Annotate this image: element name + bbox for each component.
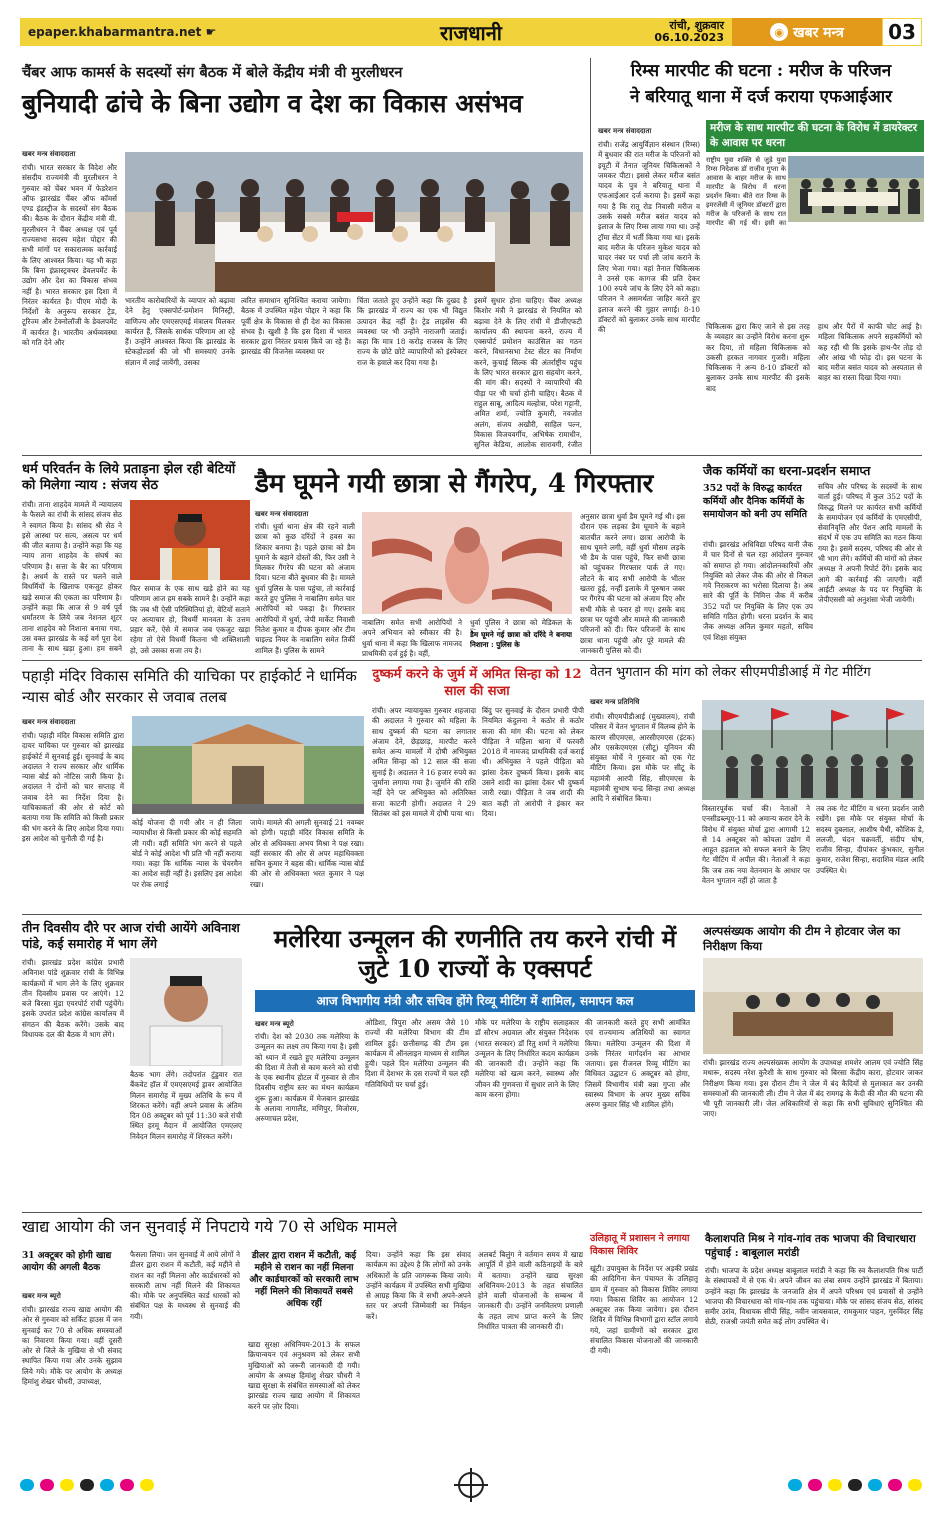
- a4-body-col2: नाबालिग समेत सभी आरोपियों ने अपने अभियान को स्वीकार की है। धुर्वा थाना में कहा कि खिलाफ नामजद प्राथमिकी दर्ज हुई है। वहीं,: [362, 618, 462, 658]
- a8-gate-meeting-photo: [702, 700, 924, 800]
- row-divider-2: [22, 660, 922, 661]
- brand-mark-icon: ◉: [770, 23, 788, 41]
- color-swatch-left: [20, 1479, 154, 1491]
- a1-body-col5: इसमें सुधार होना चाहिए। चैंबर अध्यक्ष किशोर मंत्री ने झारखंड से नियमित को बढ़ावा देने के लिए रांची में डीजीएफटी कार्यालय की स्थापना करने, राज्य में एक्सपोर्ट प्रमोशन काउंसिल का गठन करने, विधानसभा टेस्ट सेंटर का निर्माण करने, कुचाई सिल्क की अंतर्राष्ट्रीय पहुंच के लिए भारत सरकार द्वारा सहयोग करने, की मांग की। सदस्यों ने व्यापारियों की पीड़ा पर भी चर्चा होनी चाहिए। बैठक में राहुल साबू, आदित्य मल्होत्रा, परेश गट्टानी, अमित शर्मा, ज्योति कुमारी, नवजोत अलंग, संजय अखौरी, साहिल पल्न, विकास विजयवर्गीय, अभिषेक रामाधीन, सुनिल केडिया, आलोक सारावगी, रंजीत: [474, 296, 582, 450]
- print-registration-strip: [20, 1470, 922, 1500]
- a1-headline: बुनियादी ढांचे के बिना उद्योग व देश का विकास असंभव: [22, 89, 523, 118]
- row-divider-4: [22, 1212, 922, 1213]
- a14-body: रांची। भाजपा के प्रदेश अध्यक्ष बाबूलाल मरांडी ने कहा कि स्व कैलाशपति मिश्र पार्टी के संस्थापकों में से एक थे। अपने जीवन का लंबा समय उन्होंने झारखंड में बिताया। उन्होंने कहा कि झारखंड के जनजाति क्षेत्र में अपने परिश्रम एवं प्रयासों से उन्होंने भाजपा की विचारधारा को गांव-गांव तक पहुंचाया। मौके पर सांसद संजय सेठ, सांसद समीर उरांव, विधायक सीपी सिंह, नवीन जायसवाल, रामकुमार पाहन, गुरुविंदर सिंह सेठी, राजश्री जयंती समेत कई लोग उपस्थित थे।: [705, 1266, 923, 1327]
- a13-body: खूंटी। उपायुक्त के निर्देश पर अड़की प्रखंड की आदिगिना केन पंचायत के उलिहातू ग्राम में गुरुवार को विकास शिविर लगाया गया। विकास शिविर का आयोजन 12 अक्टूबर तक किया जायेगा। इस दौरान शिविर में विभिन्न विभागों द्वारा स्टॉल लगाये गये, जहां ग्रामीणों को सरकार द्वारा संचालित विकास योजनाओं की जानकारी दी गयी।: [590, 1264, 698, 1356]
- a2-kicker: रिम्स मारपीट की घटना : मरीज के परिजन: [630, 61, 892, 81]
- a8-body-col2: विस्तारपूर्वक चर्चा की। नेताओं ने एनसीडब्ल्यूए-11 को अमान्य करार देने के विरोध में संयुक्त मोर्चा द्वारा आगामी 12 से 14 अक्टूबर को कोयला उद्योग में आहूत हड़ताल को सफल बनाने के लिए गेट मीटिंग में अपील की। नेताओं ने कहा कि जब तक नया वेतनमान के आधार पर वेतन भुगतान नहीं हो जाता है: [702, 804, 810, 886]
- a6-headline: पहाड़ी मंदिर विकास समिति की याचिका पर हाईकोर्ट ने धार्मिक न्यास बोर्ड और सरकार से जवाब तलब: [22, 667, 357, 706]
- a1-body-col4: चिंता जताते हुए उन्होंने कहा कि दुखद है कि झारखंड में राज्य का एक भी विद्युत उत्पादन केंद्र नहीं है। ट्रेड लाइसेंस की व्यवस्था पर भी उन्होंने नाराजगी जताई। कहा कि मात्र 18 करोड़ राजस्व के लिए राज्य के छोटे छोटे व्यापारियों को इंस्पेक्टर राज के हवाले कर दिया गया है।: [357, 296, 467, 367]
- a4-body-col1: रांची। धुर्वा थाना क्षेत्र की रहने वाली छात्रा को कुछ दरिंदों ने हवस का शिकार बनाया है। पहले छात्रा को डैम घुमाने के बहाने दोस्तों की, फिर उसी ने मिलकर गैंगरेप की घटना को अंजाम दिया। घटना बीते बुधवार की है। मामले धुर्वा पुलिस के पास पहुंचा, तो कार्रवाई करते हुए पुलिस ने नाबालिग समेत चार आरोपियों को पकड़ा है। गिरफ्तार आरोपियों में धुर्वा, जेपी मार्केट निवासी नितेश कुमार व दीपक कुमार और टीम चाइल्ड नियर के नाबालिग समेत तिर्की शामिल हैं। पुलिस के सामने: [255, 522, 355, 655]
- a10-body-col2: ओडिशा, त्रिपुरा और असम जैसे 10 राज्यों की मलेरिया विभाग की टीम शामिल हुई। छत्तीसगढ़ की टीम इस कार्यक्रम में ऑनलाइन माध्यम से शामिल हुयी। पहले दिन मलेरिया उन्मूलन की दिशा में देशभर के दस राज्यों में चल रही गतिविधियों पर चर्चा हुई।: [365, 1018, 469, 1089]
- a2-protest-photo: [788, 156, 924, 222]
- a10-headline: मलेरिया उन्मूलन की रणनीति तय करने रांची में जुटे 10 राज्यों के एक्सपर्ट: [273, 924, 677, 983]
- a5-headline: जैक कर्मियों का धरना-प्रदर्शन समाप्त: [703, 463, 871, 478]
- a1-body-col3: त्वरित समाधान सुनिश्चित कराया जायेगा। बैठक में उपस्थित महेश पोद्दार ने कहा कि पूर्वी क्षेत्र के विकास से ही देश का विकास संभव है। खुशी है कि इस दिशा में भारत सरकार द्वारा निरंतर प्रयास किये जा रहे हैं। झारखंड की विजनेस व्यवस्था पर: [241, 296, 351, 357]
- a4-byline: खबर मन्त्र संवाददाता: [255, 510, 309, 518]
- a9-portrait-photo: [130, 958, 242, 1066]
- a3-portrait-photo: [130, 500, 250, 580]
- section-title: राजधानी: [440, 20, 502, 45]
- row-divider-3: [22, 914, 922, 915]
- a10-body-col3: मौके पर मलेरिया के राष्ट्रीय सलाहकार डॉ सौरभ अग्रवाल और संयुक्त निदेशक (भारत सरकार) डॉ रितु शर्मा ने मलेरिया उन्मूलन के लिए निर्धारित कदम कार्यक्रम की जानकारी दी। उन्होंने कहा कि मलेरिया को खत्म करने, स्वास्थ्य और जीवन की गुणवत्ता में सुधार लाने के लिए काम करना होगा।: [475, 1018, 579, 1100]
- site-url[interactable]: epaper.khabarmantra.net ☛: [28, 25, 217, 39]
- a5-subhead: 352 पदों के विरुद्ध कार्यरत कर्मियों और दैनिक कर्मियों के समायोजन को बनी उप समिति: [703, 483, 808, 520]
- a6-body-col2: कोई योजना दी गयी और न ही जिला न्यायाधीश से किसी प्रकार की कोई सहमति ली गयी। वहीं समिति भंग करने से पहले बोर्ड ने कोई आदेश भी प्रति भी नहीं कराया गया। कहा कि धार्मिक न्यास के चेयरमैन का आदेश सही नहीं है। इसलिए इस आदेश पर रोक लगाई: [132, 818, 242, 889]
- a12-body-col4: दिया। उन्होंने कहा कि इस संवाद कार्यक्रम का उद्देश्य है कि लोगों को उनके अधिकारों के प्रति जागरूक किया जाये। उन्होंने कार्यक्रम में उपस्थित सभी मुखिया से आग्रह किया कि वे सभी अपने-अपने स्तर पर अपनी जिम्मेवारी का निर्वहन करें।: [366, 1250, 471, 1321]
- color-swatch-right: [788, 1479, 922, 1491]
- a6-body-col3: जाये। मामले की अगली सुनवाई 21 नवम्बर को होगी। पहाड़ी मंदिर विकास समिति के ओर से अधिवक्ता अभय मिश्रा ने पक्ष रखा। वहीं सरकार की ओर से अपर महाधिवक्ता सचिन कुमार ने बहस की। धार्मिक न्यास बोर्ड की ओर से अधिवक्ता भरत कुमार ने पक्ष रखा।: [250, 818, 364, 889]
- a12-subhead: 31 अक्टूबर को होगी खाद्य आयोग की अगली बैठक: [22, 1251, 112, 1273]
- a4-headline: डैम घूमने गयी छात्रा से गैंगरेप, 4 गिरफ्तार: [255, 469, 654, 499]
- a10-subhead-bar: आज विभागीय मंत्री और सचिव होंगे रिव्यू मीटिंग में शामिल, समापन कल: [255, 990, 695, 1012]
- a12-byline: खबर मन्त्र ब्यूरो: [22, 1292, 61, 1300]
- a1-kicker: चैंबर आफ कामर्स के सदस्यों संग बैठक में बोले केंद्रीय मंत्री वी मुरलीधरन: [22, 65, 403, 81]
- a9-body-col1: रांची। झारखंड प्रदेश कांग्रेस प्रभारी अविनाश पांडे शुक्रवार रांची के विभिन्न कार्यक्रमों में भाग लेने के लिए शुक्रवार तीन दिवसीय प्रवास पर आएंगे। 12 बजे बिरसा मुंडा एयरपोर्ट रांची पहुंचेंगे। इसके उपरांत प्रदेश कांग्रेस कार्यालय में संगठन की बैठक करेंगे। उसके बाद विधायक दल की बैठक में भाग लेंगे।: [22, 958, 124, 1040]
- a10-body-col4: की जानकारी करते हुए सभी आमंत्रित एवं राज्यमान्य अतिथियों का स्वागत किया। मलेरिया उन्मूलन की दिशा में उनके निरंतर मार्गदर्शन का आभार जताया। इस रीजनल रिव्यू मीटिंग का विधिवत उद्घाटन 6 अक्टूबर को होगा, जिसमें विभागीय मंत्री बन्ना गुप्ता और स्वास्थ्य विभाग के अपर मुख्य सचिव अरुण कुमार सिंह भी शामिल होंगे।: [585, 1018, 690, 1110]
- a1-byline: खबर मन्त्र संवाददाता: [22, 150, 76, 158]
- a9-body-col2: बैठक भाग लेंगे। तदोपरांत टुंडुवार रात बैंकवेट हॉल में एमएसएमई ड्रावर आयोजित मिलन समारोह में मुख्य अतिथि के रूप में शिरकत करेंगे। वहीं अपने प्रवास के अंतिम दिन 08 अक्टूबर को पूर्व 11:30 बजे रांची स्थित हरमू मैदान में आयोजित एमएलए निवेदन मिलन समारोह में शिरकत करेंगे।: [130, 1070, 242, 1141]
- page-number: 03: [883, 19, 921, 45]
- a8-body-col3: तब तक गेट मीटिंग व धरना प्रदर्शन जारी रखेंगे। इस मौके पर संयुक्त मोर्चा के सदस्य दुबलाल, आशीष चैथी, कौशिक डे, ललजी, चंदन चक्रवर्ती, संदीप घोष, राजीव सिन्हा, दीपांकर कुंभकार, सुनील कुमार, राजेश सिन्हा, सदाशिव मंडल आदि उपस्थित थे।: [816, 804, 924, 875]
- a1-meeting-photo: [125, 152, 583, 292]
- a3-headline: धर्म परिवर्तन के लिये प्रताड़ना झेल रही बेटियों को मिलेगा न्याय : संजय सेठ: [22, 462, 236, 493]
- dateline: रांची, शुक्रवार 06.10.2023: [654, 19, 724, 44]
- a8-headline: वेतन भुगतान की मांग को लेकर सीएमपीडीआई में गेट मीटिंग: [590, 665, 871, 680]
- a6-body-col1: रांची। पहाड़ी मंदिर विकास समिति द्वारा दायर याचिका पर गुरुवार को झारखंड हाईकोर्ट में सुनवाई हुई। सुनवाई के बाद अदालत ने राज्य सरकार और धार्मिक न्यास बोर्ड को नोटिस जारी किया है। अदालत ने दोनों को चार सप्ताह में जवाब देने का निर्देश दिया है। याचिकाकर्ता की ओर से कोर्ट को बताया गया कि समिति को किसी प्रकार की भंग करने के लिए आदेश दिया गया। इस आदेश को चुनौती दी गई है।: [22, 731, 124, 843]
- a11-body: रांची। झारखंड राज्य अल्पसंख्यक आयोग के उपाध्यक्ष शमशेर आलम एवं ज्योति सिंह मथारू, सदस्य नरेश कुरैशी के साथ गुरुवार को बिरसा केंद्रीय कारा, होटवार जाकर निरीक्षण किया गया। इस दौरान टीम ने जेल में बंद कैदियों से मुलाकात कर उनकी समस्याओं की जानकारी ली। टीम ने जेल में बंद रामगढ़ के कैदी की मौत की घटना की भी पूरी जानकारी ली। जेल अधिकारियों से कहा कि सभी सुविधाएं सुनिश्चित की जाए।: [703, 1058, 923, 1119]
- a3-body-col2: फिर समाज के एक साथ खड़े होने का यह परिणाम आज हम सबके सामने है। उन्होंने कहा कि जब भी ऐसी परिस्थितियां हो, बेटियों सताने पर अत्याचार हो, विधर्मी मानवता के उत्तम प्रहार करें, ऐसे में समाज जब एकजुट खड़ा रहेगा तो ऐसे विधर्मी कितना भी शक्तिशाली हो, उसे उसका सजा तय है।: [130, 584, 250, 655]
- a2-photo-caption: राष्ट्रीय युवा शक्ति से जुड़े युवा रिम्स निदेशक डॉ राजीव गुप्ता के आवास के बाहर मरीज के साथ मारपीट के विरोध में धरना प्रदर्शन किया। बीते रात रिम्स के इमरजेंसी में जूनियर डॉक्टरों द्वारा मरीज के परिजनों के साथ रात मारपीट की गई थी। इसी का: [706, 156, 786, 226]
- a8-byline: खबर मन्त्र प्रतिनिधि: [590, 698, 640, 706]
- a12-body-col3: खाद्य सुरक्षा अधिनियम-2013 के सफल क्रियान्वयन एवं अनुश्रवण को लेकर सभी मुखियाओं को जरूरी जानकारी दी गयी। आयोग के अध्यक्ष हिमांशु शेखर चौधरी ने खाद्य सुरक्षा के संबंधित समस्याओं को लेकर झारखंड राज्य खाद्य आयोग में शिकायत करने पर ज़ोर दिया।: [248, 1340, 360, 1411]
- a2-body-col3: हाथ और पैरों में काफी चोट आई है। महिला चिकित्सक अपने सहकर्मियों को कह रही थी कि इसके हाथ-पैर तोड़ दो और आंख भी फोड़ दो। इस घटना के बाद मरीज बसंत यादव को अस्पताल से बाहर का रास्ता दिखा दिया गया।: [818, 322, 922, 383]
- a12-highlight: डीलर द्वारा राशन में कटौती, कई महीने से राशन का नहीं मिलना और कार्डधारकों को सरकारी लाभ नहीं मिलने की शिकायतें सबसे अधिक रहीं: [249, 1251, 359, 1309]
- a4-subhead: डैम घूमने गई छात्रा को दरिंदे ने बनाया निशाना : पुलिस के: [470, 630, 572, 650]
- a1-body-col1: रांची। भारत सरकार के विदेश और संसदीय राज्यमंत्री वी मुरलीधरन ने गुरुवार को चेंबर भवन में फेडरेशन ऑफ झारखंड चैंबर ऑफ कॉमर्स एण्ड इंडस्ट्रीज के सदस्यों संग बैठक की। बैठक के दौरान केंद्रीय मंत्री वी. मुरलीधरन ने चैंबर अध्यक्ष एवं पूर्व राज्यसभा सदस्य महेश पोद्दार की सभी मांगों पर सकारात्मक कार्रवाई के लिए आश्वस्त किया। यह भी कहा कि बिना इंफ्रास्ट्रक्चर डेवलपमेंट के उद्योग और देश का विकास संभव नहीं है। भारत सरकार इस दिशा में निरंतर कार्यरत है। पीएम मोदी के निर्देशों के अनुरूप सरकार ट्रेड, टूरिज्म और टेक्नोलॉजी के डेवलपमेंट में कार्यरत है। भारतीय अर्थव्यवस्था को गति देने और: [22, 163, 117, 348]
- a2-headline: ने बरियातू थाना में दर्ज कराया एफआईआर: [629, 87, 893, 107]
- a2-byline: खबर मन्त्र संवाददाता: [598, 127, 652, 135]
- a4-body-col3: धुर्वा पुलिस ने छात्रा को मेडिकल के: [470, 618, 572, 627]
- row-divider: [22, 455, 922, 456]
- brand-logo: ◉ खबर मन्त्र: [732, 18, 882, 46]
- a9-headline: तीन दिवसीय दौरे पर आज रांची आयेंगे अविनाश पांडे, कई समारोह में भाग लेंगे: [22, 920, 240, 951]
- a8-body-col1: रांची। सीएमपीडीआई (मुख्यालय), रांची परिसर में वेतन भुगतान में विलम्ब होने के कारण सीएमएस, आरसीएमएस (इंटक) और एसकेएमएस (सीटू) यूनियन की संयुक्त मोर्चे ने गुरुवार को एक गेट मीटिंग किया। इस मौके पर सीटू के महामंत्री आरपी सिंह, सीएमएस के महामंत्री सुभाष चन्द्र सिन्हा तथा अध्यक्ष आदि ने संबोधित किया।: [590, 712, 695, 804]
- a14-headline: कैलाशपति मिश्र ने गांव-गांव तक भाजपा की विचारधारा पहुंचाई : बाबूलाल मरांडी: [705, 1233, 916, 1259]
- a6-byline: खबर मन्त्र संवाददाता: [22, 718, 76, 726]
- a1-body-col2: भारतीय कारोबारियों के व्यापार को बढ़ावा देने हेतु एक्सपोर्ट-प्रमोशन मिनिस्ट्री, वाणिज्य और एमएसएमई मंत्रालय मिलकर कार्यरत हैं, जिसके सार्थक परिणाम आ रहे हैं। उन्होंने आश्वस्त किया कि झारखंड के स्टेकहोल्डर्स की जो भी समस्याएं उनके संज्ञान में लाई जायेंगी, उसका: [125, 296, 235, 367]
- a11-headline: अल्पसंख्यक आयोग की टीम ने होटवार जेल का निरीक्षण किया: [703, 924, 901, 953]
- a10-byline: खबर मन्त्र ब्यूरो: [255, 1020, 294, 1028]
- a5-body-col2: सचिव और परिषद के सदस्यों के साथ वार्ता हुई। परिषद में कुल 352 पदों के विरुद्ध मिलने पर कार्यरत सभी कर्मियों के समायोजन एवं कर्मियों के एमएसीपी, सेवानिवृत्ति और पेंशन आदि मामलों के संदर्भ में एक उप समिति का गठन किया गया है। इसमें सदस्य, परिषद की ओर से भी भाग लेंगे। कर्मियों की मांगों को लेकर अध्यक्ष ने अपनी रिपोर्ट देंगे। इसके बाद आगे की कार्रवाई की जाएगी। वहीं आईटी अध्यक्ष के पद पर नियुक्ति के जेपीएससी को अनुशंसा भेजी जायेगी।: [818, 482, 922, 605]
- column-divider: [590, 58, 591, 454]
- a12-body-col2: फैसला लिया। जन सुनवाई में आये लोगों ने डीलर द्वारा राशन में कटौती, कई महीने से राशन का नहीं मिलना और कार्डधारकों को सरकारी लाभ नहीं मिलने की शिकायत की। मौके पर अनुपस्थित कार्ड धारकों को संबंधित पक्ष के मध्यस्थ से सुनवाई की गयी।: [130, 1250, 240, 1321]
- a3-body-col1: रांची। ताना शाहदेव मामले में न्यायालय के फैसले का रांची के सांसद संजय सेठ ने स्वागत किया है। सांसद श्री सेठ ने इसे आस्था पर सत्य, असत्य पर धर्म की जीत बताया है। उन्होंने कहा कि यह न्याय ताना शाहदेव के संघर्ष का परिणाम है। सत्ता के बैर का परिणाम है। अधर्म के रास्ते पर चलने वाले विधर्मियों के खिलाफ एकजुट होकर खड़े समाज की एकता का परिणाम है। उन्होंने कहा कि आज से 9 वर्ष पूर्व धर्मांतरण के लिये जब नेशनल शूटर ताना शाहदेव को निशाना बनाया गया, उस वक्त झारखंड के कई वर्ग पूरा देश ताना के साथ खड़ा हुआ। हम सबने: [22, 500, 122, 654]
- a10-body-col1: रांची। देश को 2030 तक मलेरिया के उन्मूलन का लक्ष्य तय किया गया है। इसी को ध्यान में रखते हुए मलेरिया उन्मूलन की दिशा में तेजी से काम करने को रांची के एक स्थानीय होटल में गुरुवार से तीन दिवसीय राष्ट्रीय स्तर का मंथन कार्यक्रम शुरू हुआ। कार्यक्रम में मेजबान झारखंड के अलावा नागालैंड, मणिपुर, मिजोरम, अरुणाचल प्रदेश,: [255, 1032, 359, 1124]
- a12-headline: खाद्य आयोग की जन सुनवाई में निपटाये गये 70 से अधिक मामले: [22, 1217, 398, 1236]
- a5-body-col1: रांची। झारखंड अधिविद्या परिषद यानी जैक में चार दिनों से चल रहा आंदोलन गुरुवार को समाप्त हो गया। आंदोलनकारियों और नियुक्ति को लेकर जैक की ओर से निकल गये निराकरण का भरोसा दिलाया है। अब सारे की पूर्ति के निमित्त जैक में करीब 352 पदों पर नियुक्ति के लिए एक उप समिति गठित होगी। धरना प्रदर्शन के बाद जैक अध्यक्ष अनिल कुमार महतो, सचिव एवं शिक्षा संयुक्त: [703, 540, 813, 642]
- registration-target-icon: [458, 1472, 484, 1498]
- a2-body-col2: चिकित्सक द्वारा किए जाने से इस तरह के व्यवहार का उन्होंने विरोध करना शुरू कर दिया, तो महिला चिकित्सक को उकसी हरकत नागवार गुजरी। महिला चिकित्सक ने अन्य 8-10 डॉक्टरों को बुलाकर उनके साथ मारपीट की इसके बाद: [706, 322, 810, 393]
- a2-protest-bar: मरीज के साथ मारपीट की घटना के विरोध में डायरेक्टर के आवास पर धरना: [706, 120, 924, 152]
- a12-body-col5: अलबर्ट बिलुंग ने वर्तमान समय में खाद्य आपूर्ति में होने वाली कठिनाइयों के बारे में बताया। उन्होंने खाद्य सुरक्षा अधिनियम-2013 के तहत संचालित होने वाली योजनाओं के सम्बन्ध में जानकारी दी। उन्होंने जनवितरण प्रणाली के तहत लाभ प्राप्त करने के लिए निर्धारित पात्रता की जानकारी दी।: [478, 1250, 583, 1332]
- a13-headline: उलिहातू में प्रशासन ने लगाया विकास शिविर: [590, 1233, 690, 1257]
- a2-body-col1: रांची। राजेंद्र आयुर्विज्ञान संस्थान (रिम्स) में बुधवार की रात मरीज के परिजनों को इयूटी में तैनात जूनियर चिकित्सकों ने जमकर पीटा। इससे लेकर मरीज बसंत यादव के पुत्र ने बरियातू थाना में एफआईआर दर्ज कराया है। इसमें कहा गया है कि रातू रोड निवासी मरीज व उसके सबसे मरीज बसंत यादव को इलाज के लिए रिम्स लाया गया था। उन्हें ट्रॉमा सेंटर में भर्ती किया गया था। इसके बाद मरीज के परिजन मुकेश यादव को चादर नंबर पर पर्चा ली जांच कराने के लिए भेजा गया। वहां तैनात चिकित्सक ने उनसे एक कागज की प्रति देकर 100 रुपये जांच के लिए देने को कहा। परिजन ने असमर्थता जाहिर करते हुए इलाज करने की गुहार लगाई। 8-10 डॉक्टरों को बुलाकर उनके साथ मारपीट की: [598, 140, 700, 335]
- pointer-hand-icon: ☛: [205, 25, 217, 39]
- a7-body-col2: बिंदु पर सुनवाई के दौरान प्रभारी पीपी नियमित कंदुलना ने कठोर से कठोर सजा की मांग की। घटना को लेकर पीड़िता ने महिला थाना में फरवरी 2018 में नामजद प्राथमिकी दर्ज कराई थी। अभियुक्त ने पहले पीड़िता को झांसा देकर दुष्कर्म किया। इसके बाद उसने शादी का झांसा देकर भी दुष्कर्म जारी रखा। पीड़िता ने जब शादी की बात कही तो आरोपी ने इंकार कर दिया।: [482, 706, 584, 818]
- a11-inspection-photo: [703, 958, 923, 1054]
- a4-illustration: [362, 512, 572, 614]
- page-header: [20, 18, 922, 46]
- a7-body-col1: रांची। अपर न्यायायुक्त गुरुवार शहजादा की अदालत ने गुरुवार को महिला के साथ दुष्कर्म की घटना का लगातार अंजाम देने, छेड़छाड़, मारपीट करने समेत अन्य मामलों में दोषी अभियुक्त अमित सिन्हा को 12 साल की सजा सुनाई है। अदालत ने 16 हजार रुपये का जुर्माना लगाया गया है। जुर्माने की राशि नहीं देने पर अभियुक्त को अतिरिक्त सजा काटनी होगी। अदालत ने 29 सितंबर को इस मामले में दोषी पाया था।: [372, 706, 476, 818]
- a7-headline: दुष्कर्म करने के जुर्म में अमित सिन्हा को 12 साल की सजा: [372, 667, 582, 699]
- a4-body-col4: अनुसार छात्रा धुर्वा डैम घूमने गई थी। इस दौरान एक लड़का डैम घूमाने के बहाने बातचीत करने लगा। छात्रा आरोपी के साथ घूमने लगी, वहीं धुर्वा मौसम लड़के भी डैम के पास पहुंचे, फिर सभी छात्रा को पहुंचकर गिरफ्तार पार्क ले गए। लौटने के बाद सभी आरोपी के भीतर खतरा हुई, नन्हीं इलाके में पूरुषान जबर पर गैंगरेप की घटना को अंजाम दिए और सभी मौके से फरार हो गए। इसके बाद छात्रा घर पहुंची और मामले की जानकारी परिजनों को दी। फिर परिजनों के साथ छात्रा थाना पहुंची और पूरे मामले की जानकारी पुलिस को दी।: [580, 512, 685, 655]
- a6-temple-photo: [132, 716, 364, 814]
- a12-body-col1: रांची। झारखंड राज्य खाद्य आयोग की ओर से गुरुवार को सर्किट हाउस में जन सुनवाई कर 70 से अधिक समस्याओं का निवारण किया गया। वहीं दूसरी ओर से जिले के मुखिया से भी संवाद स्थापित किया गया और उनके सुझाव लिये गये। मौके पर आयोग के अध्यक्ष हिमांशु शेखर चौधरी, उपाध्यक्ष,: [22, 1305, 122, 1387]
- a2-body-col1-cont: [706, 230, 924, 320]
